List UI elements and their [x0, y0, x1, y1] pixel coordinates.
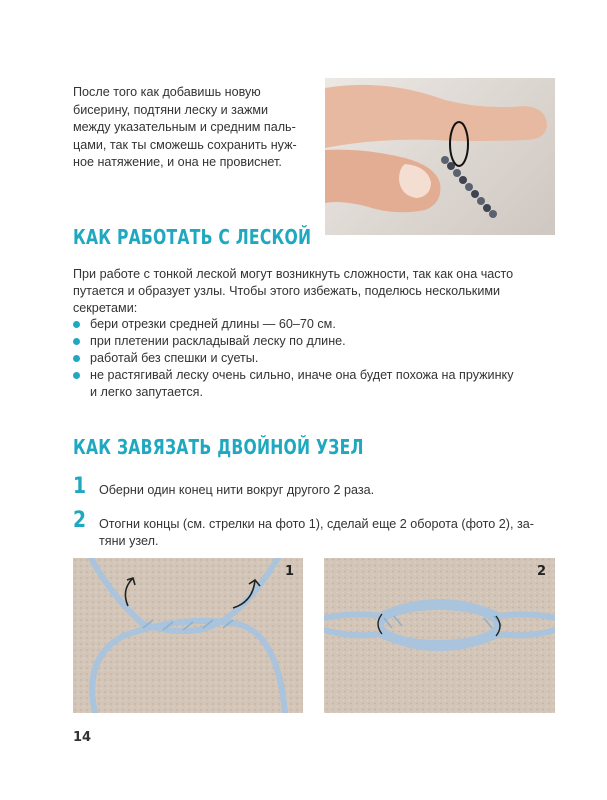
bead-strand	[441, 156, 497, 218]
intro-line: ное натяжение, и она не провиснет.	[73, 155, 282, 169]
intro-line: цами, так ты сможешь сохранить нуж-	[73, 137, 297, 152]
bullet-icon	[73, 338, 80, 345]
step-text	[99, 482, 551, 499]
list-item	[73, 367, 553, 401]
step-text	[99, 516, 551, 550]
intro-paragraph	[73, 84, 313, 172]
page-number: 14	[73, 730, 92, 745]
step-line: тяни узел.	[99, 534, 159, 548]
list-item	[73, 333, 553, 350]
para-line: путается и образует узлы. Чтобы этого избежать, поделюсь несколькими	[73, 284, 501, 298]
step-number: 1	[73, 474, 87, 499]
para-line: При работе с тонкой леской могут возникнуть сложности, так как она часто	[73, 267, 514, 281]
photo-knot-step-1	[73, 558, 303, 713]
section-heading-double-knot: КАК ЗАВЯЗАТЬ ДВОЙНОЙ УЗЕЛ	[73, 435, 364, 459]
step-line: Оберни один конец нити вокруг другого 2 раза.	[99, 483, 375, 497]
intro-line: После того как добавишь новую	[73, 85, 261, 99]
tip-text: при плетении раскладывай леску по длине.	[90, 334, 346, 348]
step-number: 2	[73, 508, 87, 533]
bullet-icon	[73, 355, 80, 362]
photo-knot-step-2	[324, 558, 555, 713]
cord-illustration-2	[324, 558, 555, 713]
tips-list	[73, 316, 553, 401]
photo-label: 2	[536, 564, 546, 579]
photo-label: 1	[284, 564, 294, 579]
bullet-icon	[73, 372, 80, 379]
upper-finger	[325, 85, 547, 148]
list-item	[73, 316, 553, 333]
list-item	[73, 350, 553, 367]
cord-illustration-1	[73, 558, 303, 713]
tip-text: не растягивай леску очень сильно, иначе она будет похожа на пружинку	[90, 368, 514, 382]
section1-paragraph	[73, 266, 553, 317]
intro-line: бисерину, подтяни леску и зажми	[73, 102, 269, 117]
bullet-icon	[73, 321, 80, 328]
fingers-illustration	[325, 78, 555, 235]
para-line: секретами:	[73, 301, 138, 315]
photo-fingers-holding-beads	[325, 78, 555, 235]
intro-line: между указательным и средним паль-	[73, 120, 296, 134]
tip-text: бери отрезки средней длины — 60–70 см.	[90, 317, 336, 331]
tip-text: работай без спешки и суеты.	[90, 351, 259, 365]
section-heading-fishing-line: КАК РАБОТАТЬ С ЛЕСКОЙ	[73, 225, 312, 249]
step-line: Отогни концы (см. стрелки на фото 1), сделай еще 2 оборота (фото 2), за-	[99, 517, 534, 531]
tip-continuation: и легко запутается.	[90, 385, 203, 399]
